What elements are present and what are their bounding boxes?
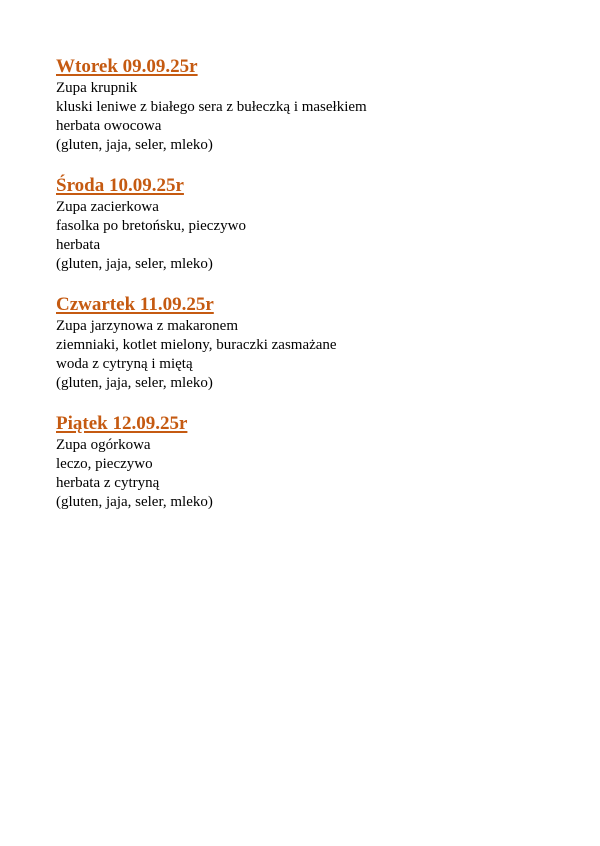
day-title-wednesday: Środa 10.09.25r	[56, 175, 184, 196]
soup-line: Zupa ogórkowa	[56, 437, 151, 453]
soup-line: Zupa jarzynowa z makaronem	[56, 318, 238, 334]
day-menu-tuesday	[56, 79, 576, 155]
day-friday	[56, 412, 576, 512]
day-title-thursday: Czwartek 11.09.25r	[56, 294, 214, 315]
soup-line: Zupa krupnik	[56, 80, 138, 96]
main-course-line: leczo, pieczywo	[56, 456, 153, 472]
main-course-line: ziemniaki, kotlet mielony, buraczki zasmażane	[56, 337, 337, 353]
allergens-line: (gluten, jaja, seler, mleko)	[56, 256, 213, 272]
day-thursday	[56, 293, 576, 393]
menu-document	[56, 55, 576, 531]
drink-line: herbata	[56, 237, 101, 253]
day-title-friday: Piątek 12.09.25r	[56, 413, 188, 434]
allergens-line: (gluten, jaja, seler, mleko)	[56, 137, 213, 153]
allergens-line: (gluten, jaja, seler, mleko)	[56, 375, 213, 391]
day-menu-wednesday	[56, 198, 576, 274]
day-tuesday	[56, 55, 576, 155]
main-course-line: fasolka po bretońsku, pieczywo	[56, 218, 246, 234]
main-course-line: kluski leniwe z białego sera z bułeczką i masełkiem	[56, 99, 367, 115]
drink-line: herbata owocowa	[56, 118, 162, 134]
soup-line: Zupa zacierkowa	[56, 199, 159, 215]
day-title-tuesday: Wtorek 09.09.25r	[56, 56, 198, 77]
day-menu-friday	[56, 436, 576, 512]
day-menu-thursday	[56, 317, 576, 393]
day-wednesday	[56, 174, 576, 274]
drink-line: woda z cytryną i miętą	[56, 356, 193, 372]
allergens-line: (gluten, jaja, seler, mleko)	[56, 494, 213, 510]
drink-line: herbata z cytryną	[56, 475, 160, 491]
